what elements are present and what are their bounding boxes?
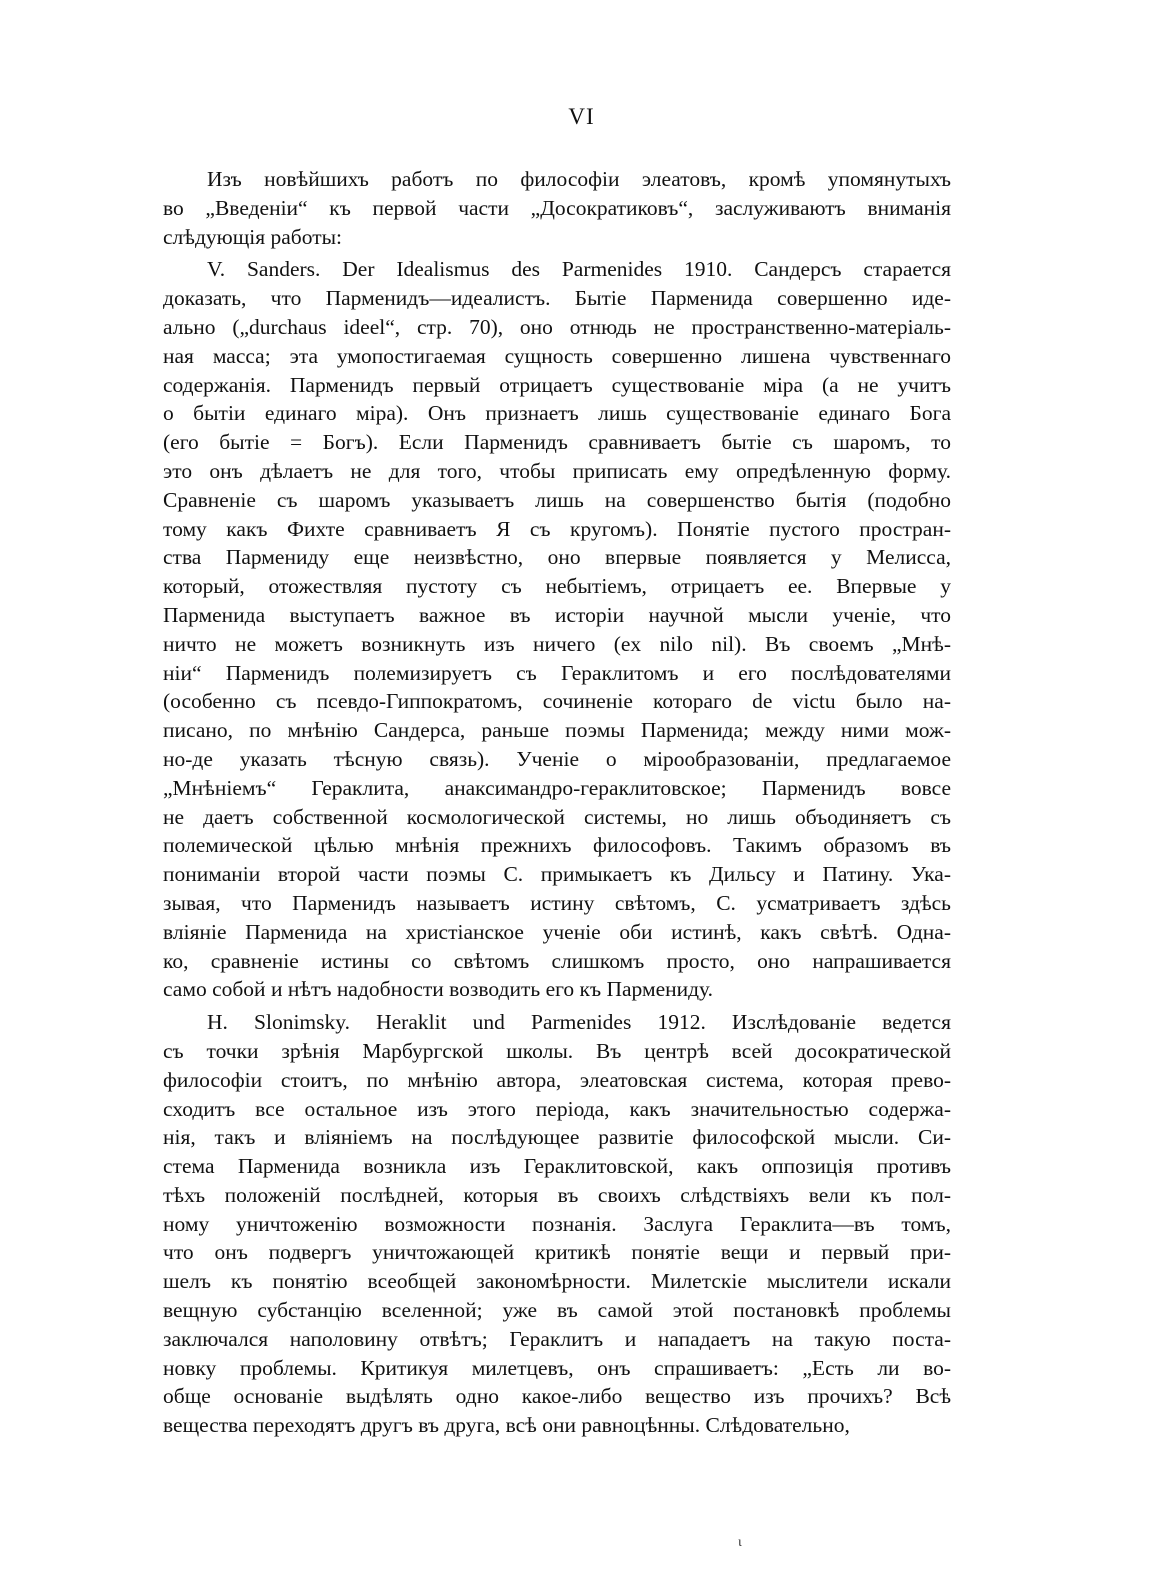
text-line: само собой и нѣтъ надобности возводить его къ Пармениду. (163, 977, 714, 1002)
text-line: ства Пармениду еще неизвѣстно, оно впервые появляется у Мелисса, (163, 545, 951, 570)
body-text (163, 165, 951, 1444)
text-line: V. Sanders. Der Idealismus des Parmenides 1910. Сандерсъ старается (207, 257, 951, 282)
text-line: съ точки зрѣнія Марбургской школы. Въ центрѣ всей досократической (163, 1038, 951, 1063)
paragraph (163, 1008, 951, 1440)
text-line: стема Парменида возникла изъ Гераклитовской, какъ оппозиція противъ (163, 1154, 951, 1179)
text-line: что онъ подвергъ уничтожающей критикѣ понятіе вещи и первый при- (163, 1240, 951, 1265)
text-line: тому какъ Фихте сравниваетъ Я съ кругомъ). Понятіе пустого простран- (163, 516, 951, 541)
text-line: заключался наполовину отвѣтъ; Гераклитъ и нападаетъ на такую поста- (163, 1326, 951, 1351)
text-line: вещную субстанцію вселенной; уже въ самой этой постановкѣ проблемы (163, 1298, 951, 1323)
text-line: ально („durchaus ideel“, стр. 70), оно отнюдь не пространственно-матеріаль- (163, 314, 951, 339)
text-line: доказать, что Парменидъ—идеалистъ. Бытіе Парменида совершенно иде- (163, 286, 951, 311)
text-line: (особенно съ псевдо-Гиппократомъ, сочиненіе котораго de victu было на- (163, 689, 951, 714)
text-line: тѣхъ положеній послѣдней, которыя въ своихъ слѣдствіяхъ вели къ пол- (163, 1182, 951, 1207)
text-line: вещества переходятъ другъ въ друга, всѣ они равноцѣнны. Слѣдовательно, (163, 1413, 850, 1438)
text-line: H. Slonimsky. Heraklit und Parmenides 1912. Изслѣдованіе ведется (207, 1010, 951, 1035)
text-line: ная масса; эта умопостигаемая сущность совершенно лишена чувственнаго (163, 343, 951, 368)
footer-mark: ι (738, 1535, 742, 1550)
text-line: (его бытіе = Богъ). Если Парменидъ сравниваетъ бытіе съ шаромъ, то (163, 430, 951, 455)
text-line: Изъ новѣйшихъ работъ по философіи элеатовъ, кромѣ упомянутыхъ (207, 167, 951, 191)
text-line: но-де указать тѣсную связь). Ученіе о мірообразованіи, предлагаемое (163, 746, 951, 771)
text-line: вліяніе Парменида на христіанское ученіе оби истинѣ, какъ свѣтѣ. Одна- (163, 919, 951, 944)
page-number: VI (568, 104, 595, 129)
text-line: шелъ къ понятію всеобщей закономѣрности. Милетскіе мыслители искали (163, 1269, 951, 1294)
text-line: о бытіи единаго міра). Онъ признаетъ лишь существованіе единаго Бога (163, 401, 951, 426)
text-line: философіи стоитъ, по мнѣнію автора, элеатовская система, которая прево- (163, 1067, 951, 1092)
text-line: пониманіи второй части поэмы С. примыкаетъ къ Дильсу и Патину. Ука- (163, 862, 951, 887)
text-line: ніи“ Парменидъ полемизируетъ съ Гераклитомъ и его послѣдователями (163, 660, 951, 685)
text-line: во „Введеніи“ къ первой части „Досократиковъ“, заслуживаютъ вниманія (163, 195, 951, 220)
text-line: который, отожествляя пустоту съ небытіемъ, отрицаетъ ее. Впервые у (163, 574, 951, 599)
text-line: сходитъ все остальное изъ этого періода, какъ значительностью содержа- (163, 1096, 951, 1121)
text-line: слѣдующія работы: (163, 224, 343, 249)
text-line: Сравненіе съ шаромъ указываетъ лишь на совершенство бытія (подобно (163, 487, 951, 512)
text-line: не даетъ собственной космологической системы, но лишь объодиняетъ съ (163, 804, 951, 829)
text-line: полемической цѣлью мнѣнія прежнихъ философовъ. Такимъ образомъ въ (163, 833, 951, 858)
text-line: ко, сравненіе истины со свѣтомъ слишкомъ просто, оно напрашивается (163, 948, 951, 973)
text-line: нія, такъ и вліяніемъ на послѣдующее развитіе философской мысли. Си- (163, 1125, 951, 1150)
text-line: „Мнѣніемъ“ Гераклита, анаксимандро-гераклитовское; Парменидъ вовсе (163, 775, 951, 800)
text-line: обще основаніе выдѣлять одно какое-либо вещество изъ прочихъ? Всѣ (163, 1384, 951, 1409)
text-line: зывая, что Парменидъ называетъ истину свѣтомъ, С. усматриваетъ здѣсь (163, 890, 951, 915)
text-line: Парменида выступаетъ важное въ исторіи научной мысли ученіе, что (163, 602, 951, 627)
text-line: ному уничтоженію возможности познанія. Заслуга Гераклита—въ томъ, (163, 1211, 951, 1236)
text-line: это онъ дѣлаетъ не для того, чтобы приписать ему опредѣленную форму. (163, 458, 951, 483)
text-line: ничто не можетъ возникнуть изъ ничего (ex nilo nil). Въ своемъ „Мнѣ- (163, 631, 951, 656)
paragraph (163, 255, 951, 1004)
text-line: писано, по мнѣнію Сандерса, раньше поэмы Парменида; между ними мож- (163, 718, 951, 743)
text-line: содержанія. Парменидъ первый отрицаетъ существованіе міра (а не учитъ (163, 372, 951, 397)
text-line: новку проблемы. Критикуя милетцевъ, онъ спрашиваетъ: „Есть ли во- (163, 1355, 951, 1380)
paragraph (163, 165, 951, 251)
